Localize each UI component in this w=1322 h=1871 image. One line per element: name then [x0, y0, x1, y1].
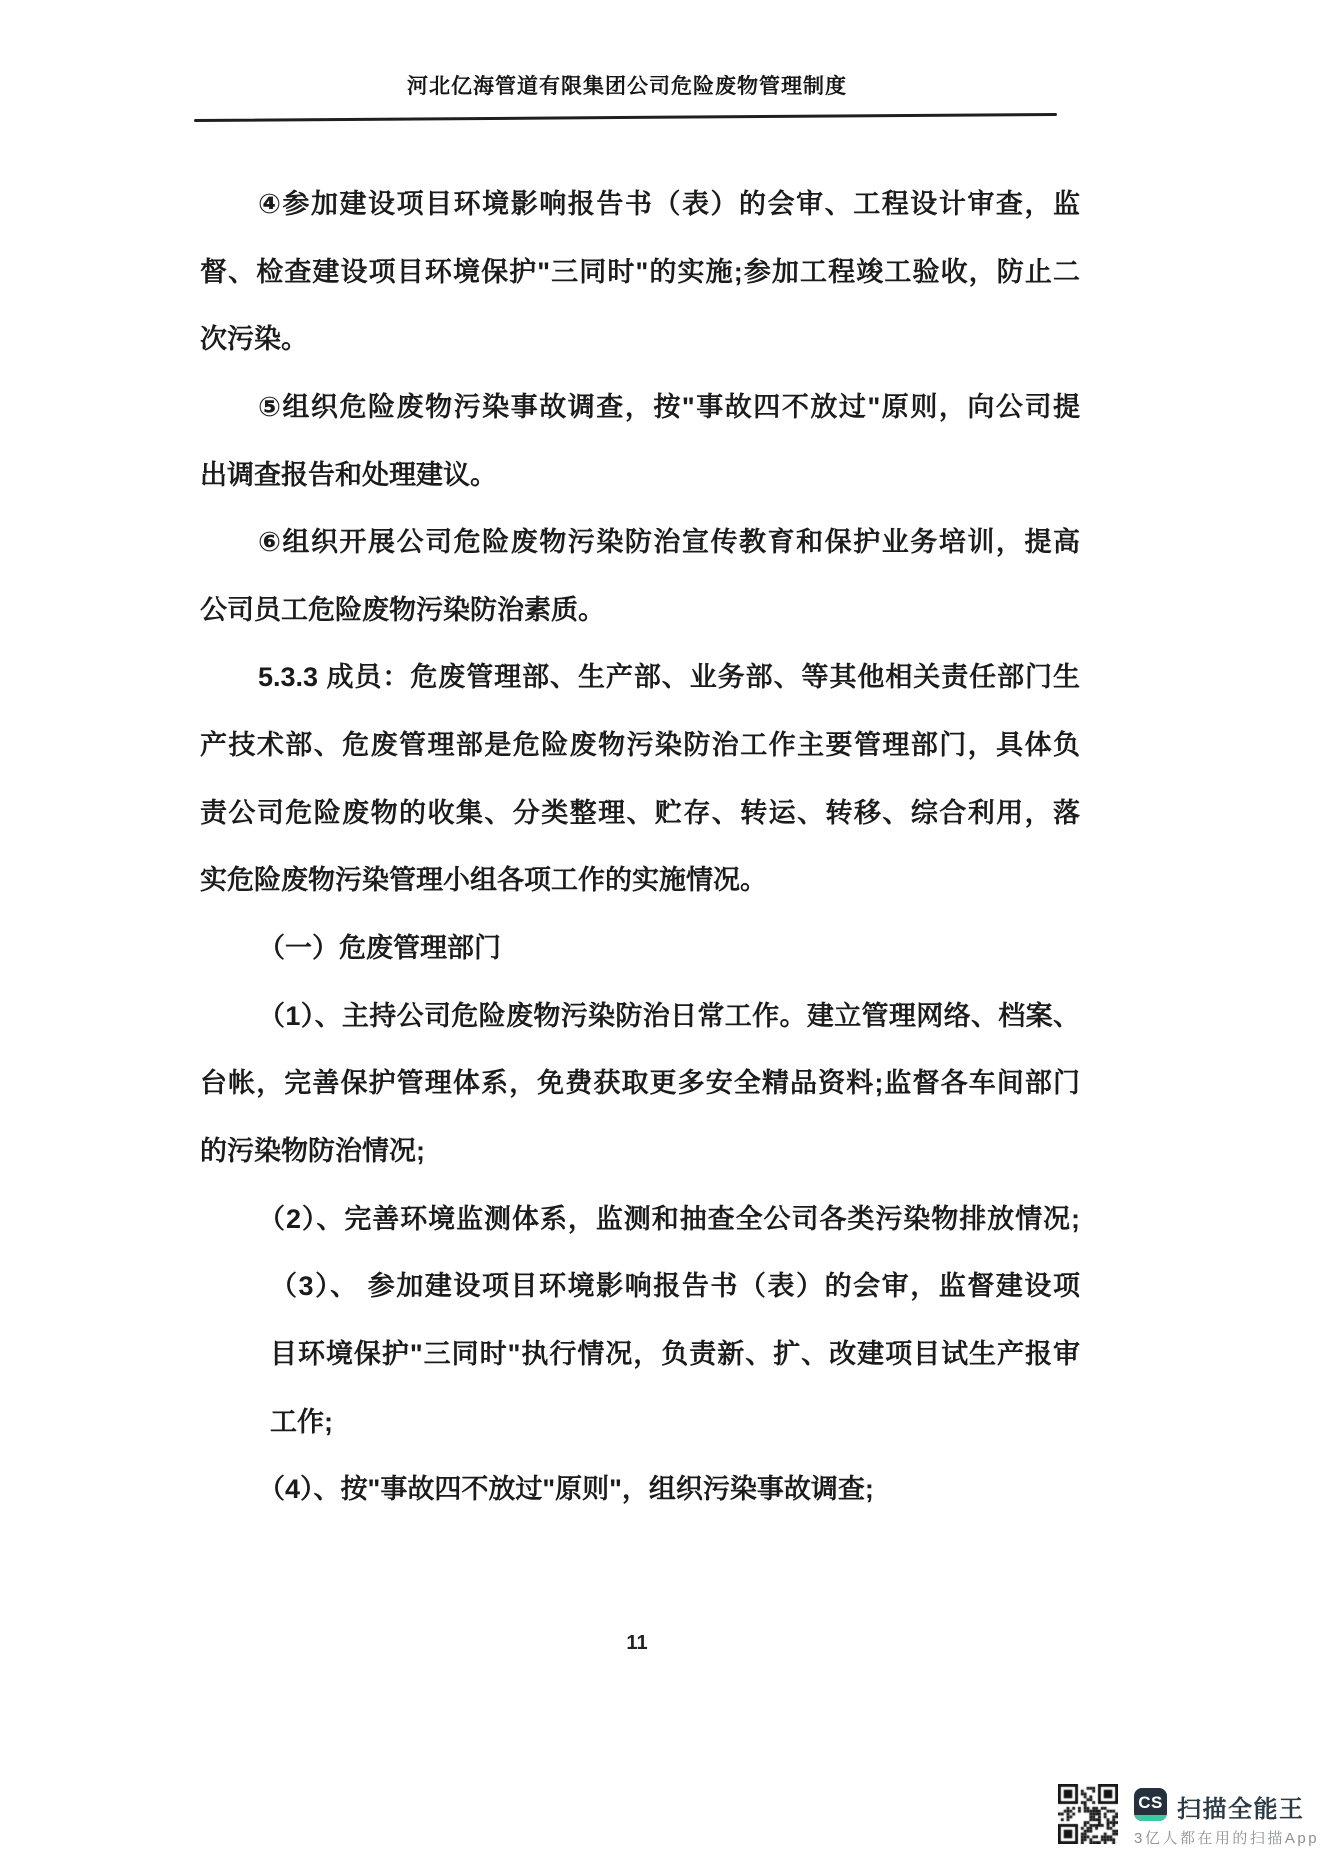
text-line: 次污染。 [200, 324, 308, 355]
text-line: 出调查报告和处理建议。 [200, 459, 497, 490]
document-body [200, 171, 1080, 1524]
text-line: （一）危废管理部门 [258, 933, 501, 964]
text-line: 公司员工危险废物污染防治素质。 [200, 594, 605, 625]
page-number: 11 [626, 1632, 648, 1654]
text-line: （3）、 参加建设项目环境影响报告书（表）的会审，监督建设项 [270, 1271, 1080, 1302]
text-line: ④参加建设项目环境影响报告书（表）的会审、工程设计审查，监 [258, 189, 1080, 219]
text-line: 目环境保护"三同时"执行情况，负责新、扩、改建项目试生产报审 [270, 1338, 1080, 1369]
qr-code-icon [1058, 1784, 1118, 1844]
camscanner-logo-icon [1134, 1788, 1167, 1821]
header-divider-line [194, 113, 1057, 122]
text-line: （4）、按"事故四不放过"原则"，组织污染事故调查; [258, 1474, 874, 1505]
camscanner-logo-accent-bar [1134, 1815, 1167, 1821]
text-line: 工作; [270, 1406, 333, 1437]
text-line: 5.3.3 成员：危废管理部、生产部、业务部、等其他相关责任部门生 [258, 662, 1080, 693]
text-line: 督、检查建设项目环境保护"三同时"的实施;参加工程竣工验收，防止二 [200, 256, 1080, 287]
scanner-app-tagline: 3亿人都在用的扫描App [1134, 1830, 1320, 1847]
text-line: 责公司危险废物的收集、分类整理、贮存、转运、转移、综合利用，落 [200, 797, 1080, 828]
text-line: （1）、主持公司危险废物污染防治日常工作。建立管理网络、档案、 [258, 1000, 1080, 1031]
text-line: （2）、完善环境监测体系，监测和抽查全公司各类污染物排放情况; [258, 1203, 1080, 1234]
document-header-title: 河北亿海管道有限集团公司危险废物管理制度 [407, 75, 847, 98]
text-line: 产技术部、危废管理部是危险废物污染防治工作主要管理部门，具体负 [200, 730, 1080, 761]
scanner-badge [1058, 1783, 1320, 1849]
text-line: 台帐，完善保护管理体系，免费获取更多安全精品资料;监督各车间部门 [200, 1068, 1080, 1099]
text-line: 实危险废物污染管理小组各项工作的实施情况。 [200, 865, 767, 896]
text-line: 的污染物防治情况; [200, 1135, 425, 1166]
scanner-app-name: 扫描全能王 [1177, 1796, 1305, 1823]
text-line: ⑤组织危险废物污染事故调查，按"事故四不放过"原则，向公司提 [258, 391, 1080, 422]
camscanner-logo-initials: CS [1138, 1793, 1163, 1812]
text-line: ⑥组织开展公司危险废物污染防治宣传教育和保护业务培训，提高 [258, 527, 1080, 558]
